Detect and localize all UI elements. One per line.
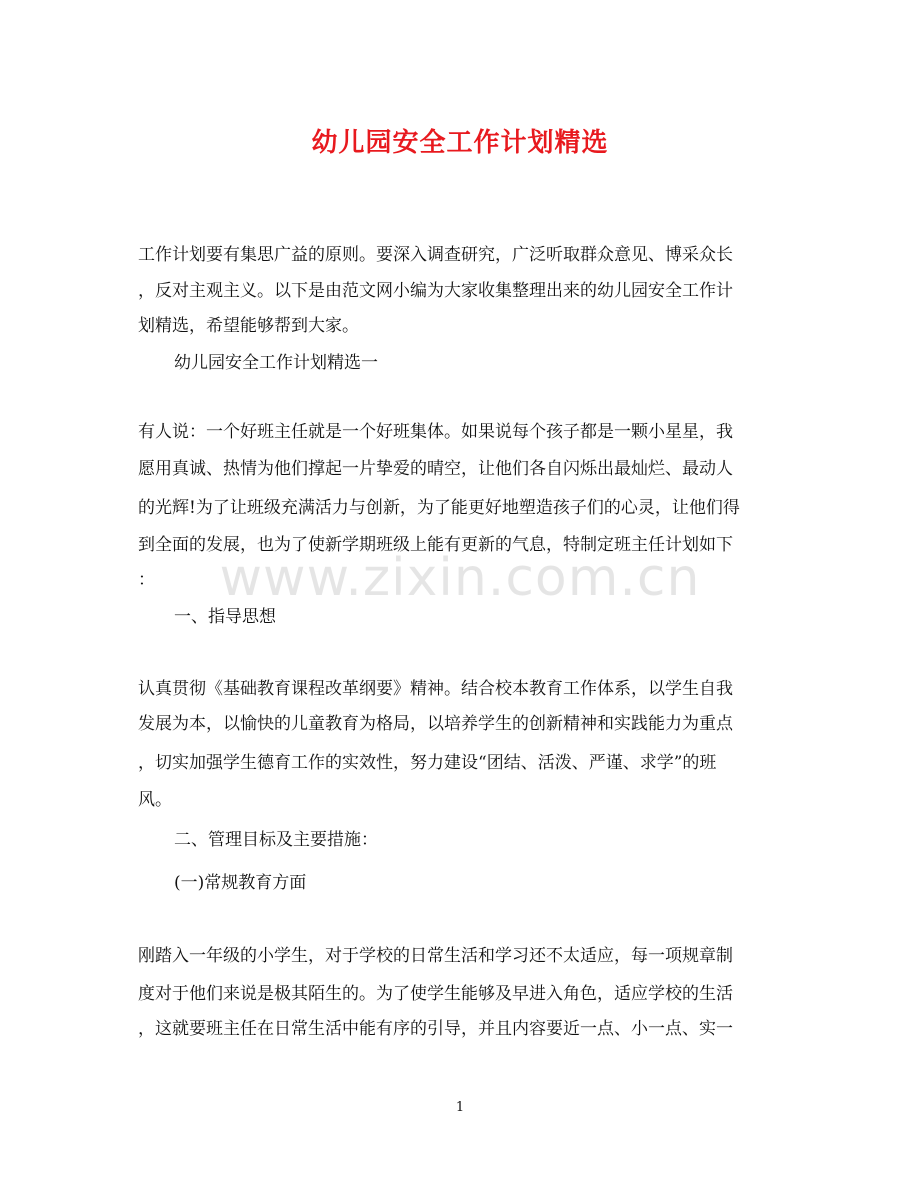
- watermark: www.zixin.com.cn: [219, 548, 701, 608]
- text-line: ：: [138, 570, 155, 590]
- text-line: ，这就要班主任在日常生活中能有序的引导，并且内容要近一点、小一点、实一: [138, 1019, 733, 1039]
- subsection-heading: (一)常规教育方面: [174, 873, 307, 893]
- text-line: 认真贯彻《基础教育课程改革纲要》精神。结合校本教育工作体系，以学生自我: [138, 679, 733, 699]
- text-line: ，切实加强学生德育工作的实效性，努力建设“团结、活泼、严谨、求学”的班: [138, 753, 717, 773]
- text-line: 风。: [138, 790, 172, 810]
- text-line: 的光辉!为了让班级充满活力与创新，为了能更好地塑造孩子们的心灵，让他们得: [138, 498, 740, 518]
- text-line: 到全面的发展，也为了使新学期班级上能有更新的气息，特制定班主任计划如下: [138, 535, 733, 555]
- text-line: 刚踏入一年级的小学生，对于学校的日常生活和学习还不太适应，每一项规章制: [138, 946, 733, 966]
- section-heading: 幼儿园安全工作计划精选一: [174, 353, 378, 373]
- text-line: 愿用真诚、热情为他们撑起一片挚爱的晴空，让他们各自闪烁出最灿烂、最动人: [138, 459, 733, 479]
- text-line: 工作计划要有集思广益的原则。要深入调查研究，广泛听取群众意见、博采众长: [138, 245, 733, 265]
- text-line: 发展为本，以愉快的儿童教育为格局，以培养学生的创新精神和实践能力为重点: [138, 714, 733, 734]
- text-line: 度对于他们来说是极其陌生的。为了使学生能够及早进入角色，适应学校的生活: [138, 984, 733, 1004]
- page-number: 1: [455, 1100, 465, 1115]
- page-title: 幼儿园安全工作计划精选: [311, 128, 609, 158]
- text-line: 划精选，希望能够帮到大家。: [138, 316, 359, 336]
- text-line: ，反对主观主义。以下是由范文网小编为大家收集整理出来的幼儿园安全工作计: [138, 281, 733, 301]
- section-heading: 一、指导思想: [174, 607, 276, 627]
- section-heading: 二、管理目标及主要措施：: [174, 830, 378, 850]
- text-line: 有人说：一个好班主任就是一个好班集体。如果说每个孩子都是一颗小星星，我: [138, 422, 733, 442]
